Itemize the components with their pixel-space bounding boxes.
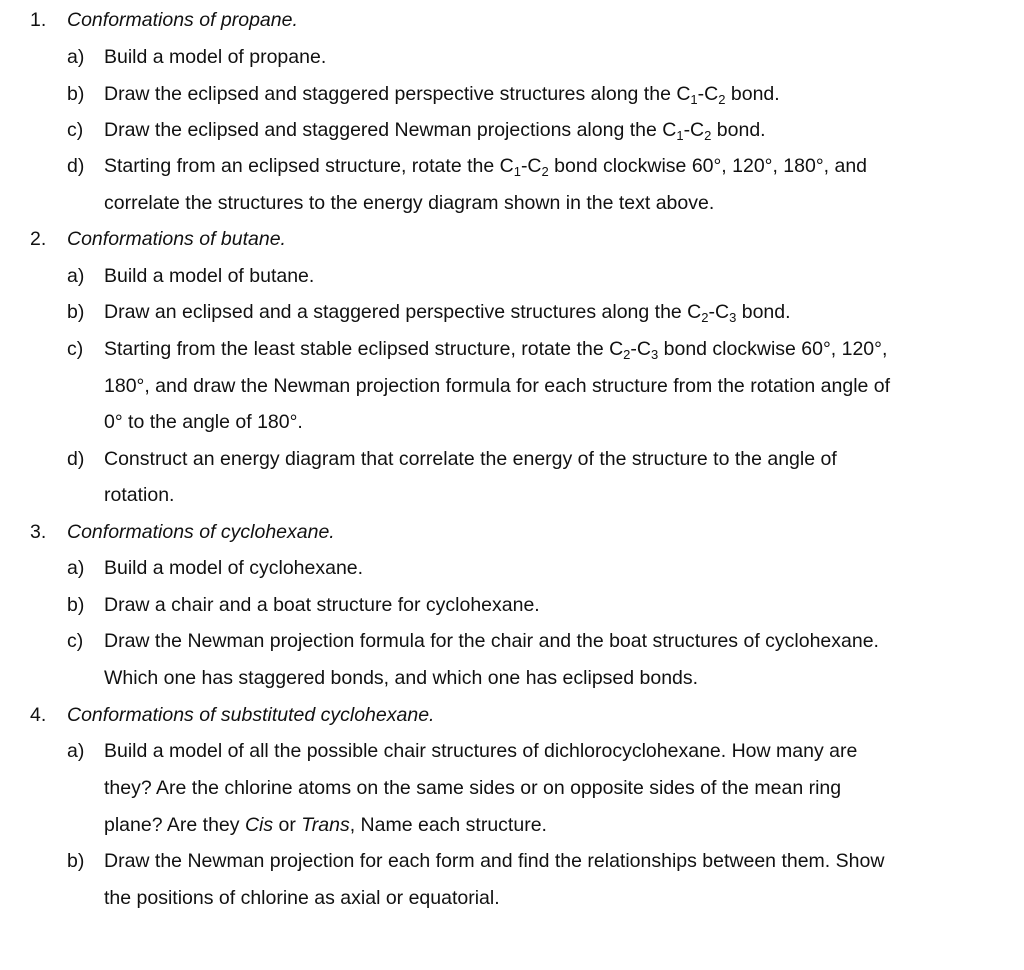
item-letter: a) — [67, 265, 85, 287]
item-letter: a) — [67, 46, 85, 68]
item-text: Draw an eclipsed and a staggered perspective structures along the $C_2-C_3$ bond. — [104, 301, 791, 325]
item-text-continued: the positions of chlorine as axial or equatorial. — [104, 887, 500, 909]
section-number: 1. — [30, 9, 47, 31]
item-letter: b) — [67, 83, 85, 105]
item-text: Construct an energy diagram that correlate the energy of the structure to the angle of — [104, 448, 837, 470]
item-letter: d) — [67, 448, 85, 470]
item-letter: a) — [67, 740, 85, 762]
item-text-continued: 0° to the angle of 180°. — [104, 411, 303, 433]
item-text-continued: correlate the structures to the energy diagram shown in the text above. — [104, 192, 715, 214]
section-number: 3. — [30, 521, 47, 543]
item-text: Draw the Newman projection formula for the chair and the boat structures of cyclohexane. — [104, 630, 879, 652]
item-letter: c) — [67, 338, 84, 360]
section-number: 4. — [30, 704, 47, 726]
item-letter: d) — [67, 155, 85, 177]
item-text: Starting from the least stable eclipsed structure, rotate the $C_2-C_3$ bond clockwise 60°, 120°, — [104, 338, 888, 362]
item-text: Starting from an eclipsed structure, rotate the $C_1-C_2$ bond clockwise 60°, 120°, 180°, and — [104, 155, 868, 179]
section-number: 2. — [30, 228, 47, 250]
item-text-continued: Which one has staggered bonds, and which one has eclipsed bonds. — [104, 667, 699, 689]
item-text-continued: 180°, and draw the Newman projection formula for each structure from the rotation angle of — [104, 375, 891, 397]
section-title: Conformations of propane. — [67, 9, 298, 31]
section-title: Conformations of butane. — [67, 228, 286, 250]
item-letter: a) — [67, 557, 85, 579]
item-text: Build a model of cyclohexane. — [104, 557, 364, 579]
item-letter: b) — [67, 850, 85, 872]
section-title: Conformations of cyclohexane. — [67, 521, 335, 543]
item-text: Draw a chair and a boat structure for cyclohexane. — [104, 594, 540, 616]
cis-term: Cis — [244, 814, 274, 836]
item-text: Draw the eclipsed and staggered perspective structures along the $C_1-C_2$ bond. — [104, 83, 780, 107]
item-letter: b) — [67, 594, 85, 616]
item-letter: c) — [67, 630, 84, 652]
item-text-continued: plane? Are they Cis or Trans, Name each structure. — [104, 814, 547, 836]
item-letter: c) — [67, 119, 84, 141]
item-text: Build a model of all the possible chair structures of dichlorocyclohexane. How many are — [104, 740, 858, 762]
section-title: Conformations of substituted cyclohexane. — [67, 704, 435, 726]
item-letter: b) — [67, 301, 85, 323]
item-text: Draw the eclipsed and staggered Newman projections along the $C_1-C_2$ bond. — [104, 119, 766, 143]
item-text: Draw the Newman projection for each form and find the relationships between them. Show — [104, 850, 885, 872]
item-text-continued: rotation. — [104, 484, 175, 506]
trans-term: Trans — [301, 814, 350, 836]
item-text: Build a model of butane. — [104, 265, 315, 287]
item-text-continued: they? Are the chlorine atoms on the same sides or on opposite sides of the mean ring — [104, 777, 842, 799]
item-text: Build a model of propane. — [104, 46, 327, 68]
